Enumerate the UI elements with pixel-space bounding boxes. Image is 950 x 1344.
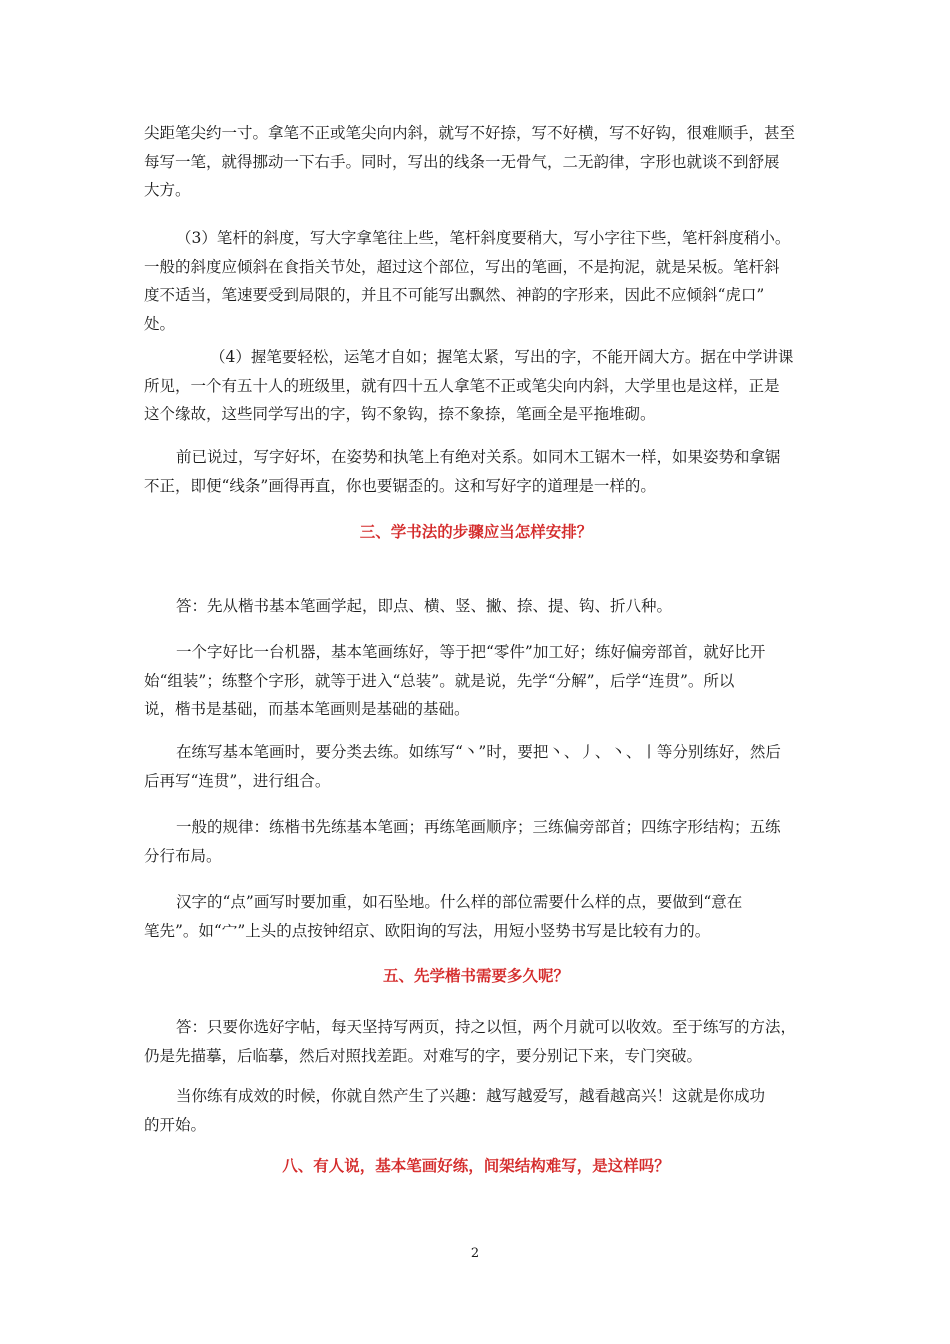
text-line: 处。 <box>144 314 176 333</box>
text-line: 分行布局。 <box>144 846 222 865</box>
section-heading-3: 三、学书法的步骤应当怎样安排？ <box>359 522 593 541</box>
paragraph-answer-duration <box>144 1013 808 1070</box>
section-heading-8: 八、有人说，基本笔画好练，间架结构难写，是这样吗？ <box>282 1156 670 1175</box>
text-line: 一个字好比一台机器，基本笔画练好，等于把“零件”加工好；练好偏旁部首，就好比开 <box>176 643 766 661</box>
paragraph-brush-slant <box>144 224 808 338</box>
text-line: 一般的斜度应倾斜在食指关节处，超过这个部位，写出的笔画，不是拘泥，就是呆板。笔杆斜 <box>144 257 780 276</box>
paragraph-brush-tip <box>144 119 808 205</box>
page-number: 2 <box>470 1246 480 1261</box>
text-line: 始“组装”；练整个字形，就等于进入“总装”。就是说，先学“分解”，后学“连贯”。所以 <box>144 671 735 690</box>
text-line: 在练写基本笔画时，要分类去练。如练写“丶”时，要把丶、丿、丶、丨等分别练好，然后 <box>176 743 781 761</box>
section-heading-5: 五、先学楷书需要多久呢？ <box>382 966 569 985</box>
text-line: 的开始。 <box>144 1115 207 1134</box>
text-line: 答：先从楷书基本笔画学起，即点、横、竖、撇、捺、提、钩、折八种。 <box>176 597 673 615</box>
text-line: 笔先”。如“宀”上头的点按钟绍京、欧阳询的写法，用短小竖势书写是比较有力的。 <box>144 921 711 940</box>
text-line: 一般的规律：练楷书先练基本笔画；再练笔画顺序；三练偏旁部首；四练字形结构；五练 <box>176 818 781 836</box>
paragraph-machine-analogy <box>144 638 808 724</box>
text-line: 所见，一个有五十人的班级里，就有四十五人拿笔不正或笔尖向内斜，大学里也是这样，正是 <box>144 376 780 395</box>
text-line: 后再写“连贯”，进行组合。 <box>144 771 331 790</box>
text-line: （3）笔杆的斜度，写大字拿笔往上些，笔杆斜度要稍大，写小字往下些，笔杆斜度稍小。 <box>176 229 791 247</box>
paragraph-interest <box>144 1082 808 1139</box>
text-line: 这个缘故，这些同学写出的字，钩不象钩，捺不象捺，笔画全是平拖堆砌。 <box>144 405 656 423</box>
text-line: 不正，即便“线条”画得再直，你也要锯歪的。这和写好字的道理是一样的。 <box>144 476 656 495</box>
text-line: 每写一笔，就得挪动一下右手。同时，写出的线条一无骨气，二无韵律，字形也就谈不到舒展 <box>144 152 780 171</box>
text-line: 前已说过，写字好坏，在姿势和执笔上有绝对关系。如同木工锯木一样，如果姿势和拿锯 <box>176 448 781 466</box>
paragraph-answer-strokes <box>144 592 808 621</box>
text-line: 汉字的“点”画写时要加重，如石坠地。什么样的部位需要什么样的点，要做到“意在 <box>176 893 743 911</box>
paragraph-dot-stroke <box>144 888 808 945</box>
text-line: 说，楷书是基础，而基本笔画则是基础的基础。 <box>144 700 470 718</box>
text-line: 尖距笔尖约一寸。拿笔不正或笔尖向内斜，就写不好捺，写不好横，写不好钩，很难顺手，甚至 <box>144 124 796 142</box>
paragraph-posture <box>144 443 808 500</box>
text-line: 大方。 <box>144 181 191 199</box>
text-line: 答：只要你选好字帖，每天坚持写两页，持之以恒，两个月就可以收效。至于练写的方法， <box>176 1018 797 1036</box>
text-line: （4）握笔要轻松，运笔才自如；握笔太紧，写出的字，不能开阔大方。据在中学讲课 <box>210 348 794 366</box>
paragraph-practice-categories <box>144 738 808 795</box>
paragraph-general-rule <box>144 813 808 870</box>
text-line: 仍是先描摹，后临摹，然后对照找差距。对难写的字，要分别记下来，专门突破。 <box>144 1046 703 1065</box>
text-line: 度不适当，笔速要受到局限的，并且不可能写出飘然、神韵的字形来，因此不应倾斜“虎口” <box>144 286 765 304</box>
paragraph-grip <box>144 343 808 429</box>
text-line: 当你练有成效的时候，你就自然产生了兴趣：越写越爱写，越看越高兴！这就是你成功 <box>176 1087 766 1105</box>
